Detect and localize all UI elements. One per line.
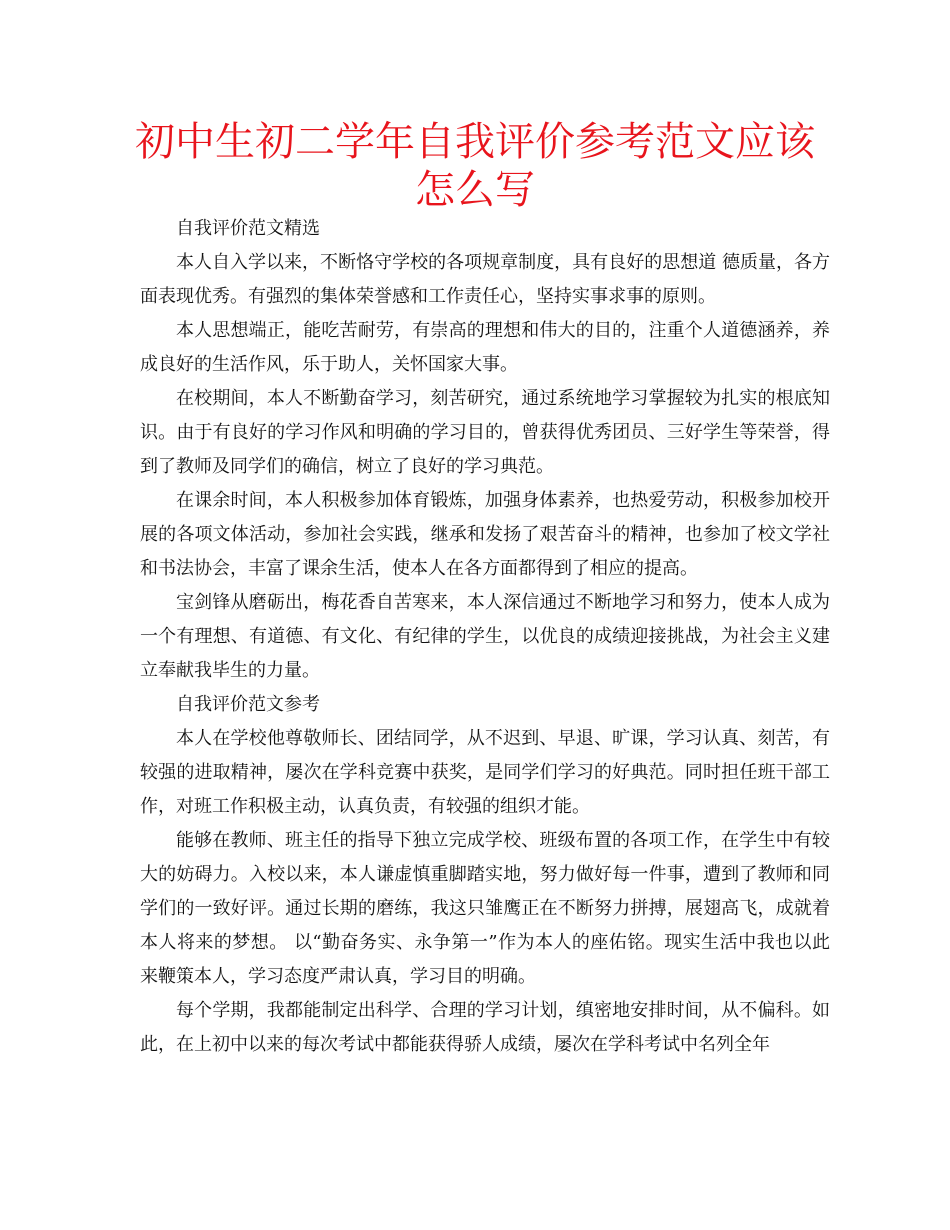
- paragraph: 本人自入学以来，不断恪守学校的各项规章制度，具有良好的思想道 德质量，各方面表现优秀。有强烈的集体荣誉感和工作责任心，坚持实事求事的原则。: [140, 252, 830, 307]
- section-heading: 自我评价范文参考: [176, 694, 320, 715]
- paragraph: 本人在学校他尊敬师长、团结同学，从不迟到、早退、旷课，学习认真、刻苦，有较强的进取精神，屡次在学科竞赛中获奖，是同学们学习的好典范。同时担任班干部工作，对班工作积极主动，认真负责，有较强的组织才能。: [140, 728, 830, 817]
- paragraph: 本人思想端正，能吃苦耐劳，有崇高的理想和伟大的目的，注重个人道德涵养，养成良好的生活作风，乐于助人，关怀国家大事。: [140, 320, 830, 375]
- paragraph: 在校期间，本人不断勤奋学习，刻苦研究，通过系统地学习掌握较为扎实的根底知识。由于有良好的学习作风和明确的学习目的，曾获得优秀团员、三好学生等荣誉，得到了教师及同学们的确信，树立了良好的学习典范。: [140, 388, 830, 477]
- paragraph: 每个学期，我都能制定出科学、合理的学习计划，缜密地安排时间，从不偏科。如此，在上初中以来的每次考试中都能获得骄人成绩，屡次在学科考试中名列全年: [140, 1000, 830, 1055]
- document-title: 初中生初二学年自我评价参考范文应该怎么写: [135, 119, 815, 213]
- paragraph: 宝剑锋从磨砺出，梅花香自苦寒来，本人深信通过不断地学习和努力，使本人成为一个有理想、有道德、有文化、有纪律的学生，以优良的成绩迎接挑战，为社会主义建立奉献我毕生的力量。: [140, 592, 830, 681]
- document-body: [140, 212, 830, 1062]
- paragraph: 能够在教师、班主任的指导下独立完成学校、班级布置的各项工作，在学生中有较大的妨碍力。入校以来，本人谦虚慎重脚踏实地，努力做好每一件事，遭到了教师和同学们的一致好评。通过长期的磨练，我这只雏鹰正在不断努力拼搏，展翅高飞，成就着本人将来的梦想。 以“勤奋务实、永争第一”作为本人的座佑铭。现实生活中我也以此来鞭策本人，学习态度严肃认真，学习目的明确。: [140, 830, 830, 987]
- paragraph: 在课余时间，本人积极参加体育锻炼，加强身体素养，也热爱劳动，积极参加校开展的各项文体活动，参加社会实践，继承和发扬了艰苦奋斗的精神，也参加了校文学社和书法协会，丰富了课余生活，使本人在各方面都得到了相应的提高。: [140, 490, 830, 579]
- section-heading: 自我评价范文精选: [176, 218, 320, 239]
